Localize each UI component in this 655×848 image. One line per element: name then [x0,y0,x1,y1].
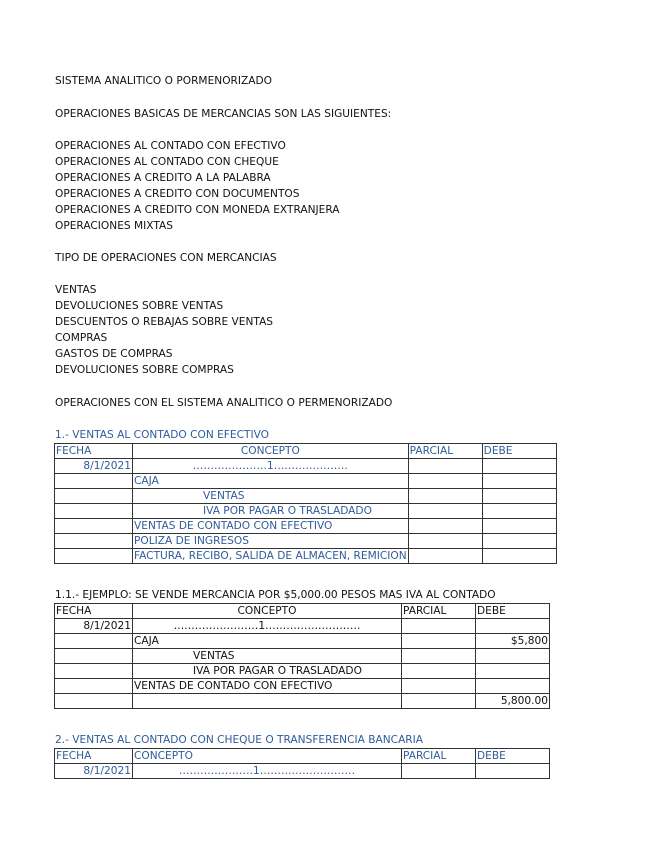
debe-cell [482,504,556,519]
col-fecha: FECHA [55,749,133,764]
table-row [55,549,557,564]
date-cell [55,519,133,534]
table-header-row [55,444,557,459]
date-cell [55,534,133,549]
parcial-cell [402,764,476,779]
debe-cell [482,474,556,489]
table-row [55,664,550,679]
parcial-cell [402,679,476,694]
date-cell [55,504,133,519]
section-2-table [54,748,550,779]
parcial-cell [408,549,482,564]
date-cell [55,549,133,564]
account-iva: IVA POR PAGAR O TRASLADADO [133,664,402,679]
date-cell: 8/1/2021 [55,459,133,474]
col-fecha: FECHA [55,604,133,619]
debe-cell [482,459,556,474]
documents-list: FACTURA, RECIBO, SALIDA DE ALMACEN, REMICION [134,550,407,562]
date-cell [55,664,133,679]
col-concepto: CONCEPTO [133,444,409,459]
total-amount: 5,800.00 [476,694,550,709]
debe-amount: $5,800 [476,634,550,649]
parcial-cell [402,634,476,649]
tipo-item: COMPRAS [55,332,108,344]
parcial-cell [408,459,482,474]
section-1-table [54,443,557,564]
col-parcial: PARCIAL [408,444,482,459]
date-cell [55,694,133,709]
tipo-title: TIPO DE OPERACIONES CON MERCANCIAS [55,252,277,264]
tipo-item: DEVOLUCIONES SOBRE COMPRAS [55,364,234,376]
poliza-type: POLIZA DE INGRESOS [133,534,409,549]
account-iva: IVA POR PAGAR O TRASLADADO [133,504,409,519]
table-row [55,459,557,474]
tipo-item: GASTOS DE COMPRAS [55,348,173,360]
table-row [55,694,550,709]
table-row [55,764,550,779]
table-row [55,679,550,694]
concept-cell [133,694,402,709]
debe-cell [482,549,556,564]
section-11-title: 1.1.- EJEMPLO: SE VENDE MERCANCIA POR $5,000.00 PESOS MAS IVA AL CONTADO [55,589,496,601]
intro-text: OPERACIONES BASICAS DE MERCANCIAS SON LAS SIGUIENTES: [55,108,392,120]
debe-cell [476,679,550,694]
parcial-cell [402,694,476,709]
document-title: SISTEMA ANALITICO O PORMENORIZADO [55,75,273,87]
table-row [55,519,557,534]
table-row [55,474,557,489]
debe-cell [482,534,556,549]
parcial-cell [408,474,482,489]
col-debe: DEBE [476,604,550,619]
table-header-row [55,604,550,619]
table-row [55,534,557,549]
account-caja: CAJA [133,474,409,489]
parcial-cell [402,619,476,634]
debe-cell [476,649,550,664]
section-11-table [54,603,550,709]
entry-number: ……………………1……………………… [133,619,402,634]
entry-number: …………………1………………… [133,459,409,474]
debe-cell [482,489,556,504]
date-cell [55,649,133,664]
operacion-item: OPERACIONES MIXTAS [55,220,173,232]
concept-description: VENTAS DE CONTADO CON EFECTIVO [133,519,409,534]
debe-cell [482,519,556,534]
operacion-item: OPERACIONES A CREDITO CON DOCUMENTOS [55,188,300,200]
col-parcial: PARCIAL [402,749,476,764]
debe-cell [476,764,550,779]
concept-description: VENTAS DE CONTADO CON EFECTIVO [133,679,402,694]
account-ventas: VENTAS [133,649,402,664]
table-row [55,619,550,634]
account-caja: CAJA [133,634,402,649]
section-1-title: 1.- VENTAS AL CONTADO CON EFECTIVO [55,429,269,441]
sistema-title: OPERACIONES CON EL SISTEMA ANALITICO O PERMENORIZADO [55,397,393,409]
table-row [55,504,557,519]
parcial-cell [408,534,482,549]
col-debe: DEBE [482,444,556,459]
col-fecha: FECHA [55,444,133,459]
col-parcial: PARCIAL [402,604,476,619]
debe-cell [476,619,550,634]
date-cell [55,679,133,694]
tipo-item: VENTAS [55,284,97,296]
operacion-item: OPERACIONES AL CONTADO CON EFECTIVO [55,140,286,152]
parcial-cell [402,649,476,664]
date-cell: 8/1/2021 [55,619,133,634]
col-debe: DEBE [476,749,550,764]
table-row [55,634,550,649]
table-row [55,649,550,664]
account-ventas: VENTAS [133,489,409,504]
tipo-item: DESCUENTOS O REBAJAS SOBRE VENTAS [55,316,274,328]
table-header-row [55,749,550,764]
tipo-item: DEVOLUCIONES SOBRE VENTAS [55,300,224,312]
col-concepto: CONCEPTO [133,604,402,619]
parcial-cell [408,504,482,519]
parcial-cell [402,664,476,679]
date-cell [55,634,133,649]
parcial-cell [408,489,482,504]
operacion-item: OPERACIONES AL CONTADO CON CHEQUE [55,156,279,168]
entry-number: …………………1……………………… [133,764,402,779]
date-cell: 8/1/2021 [55,764,133,779]
table-row [55,489,557,504]
operacion-item: OPERACIONES A CREDITO A LA PALABRA [55,172,271,184]
operacion-item: OPERACIONES A CREDITO CON MONEDA EXTRANJERA [55,204,340,216]
debe-cell [476,664,550,679]
date-cell [55,474,133,489]
parcial-cell [408,519,482,534]
section-2-title: 2.- VENTAS AL CONTADO CON CHEQUE O TRANSFERENCIA BANCARIA [55,734,424,746]
col-concepto: CONCEPTO [133,749,402,764]
date-cell [55,489,133,504]
